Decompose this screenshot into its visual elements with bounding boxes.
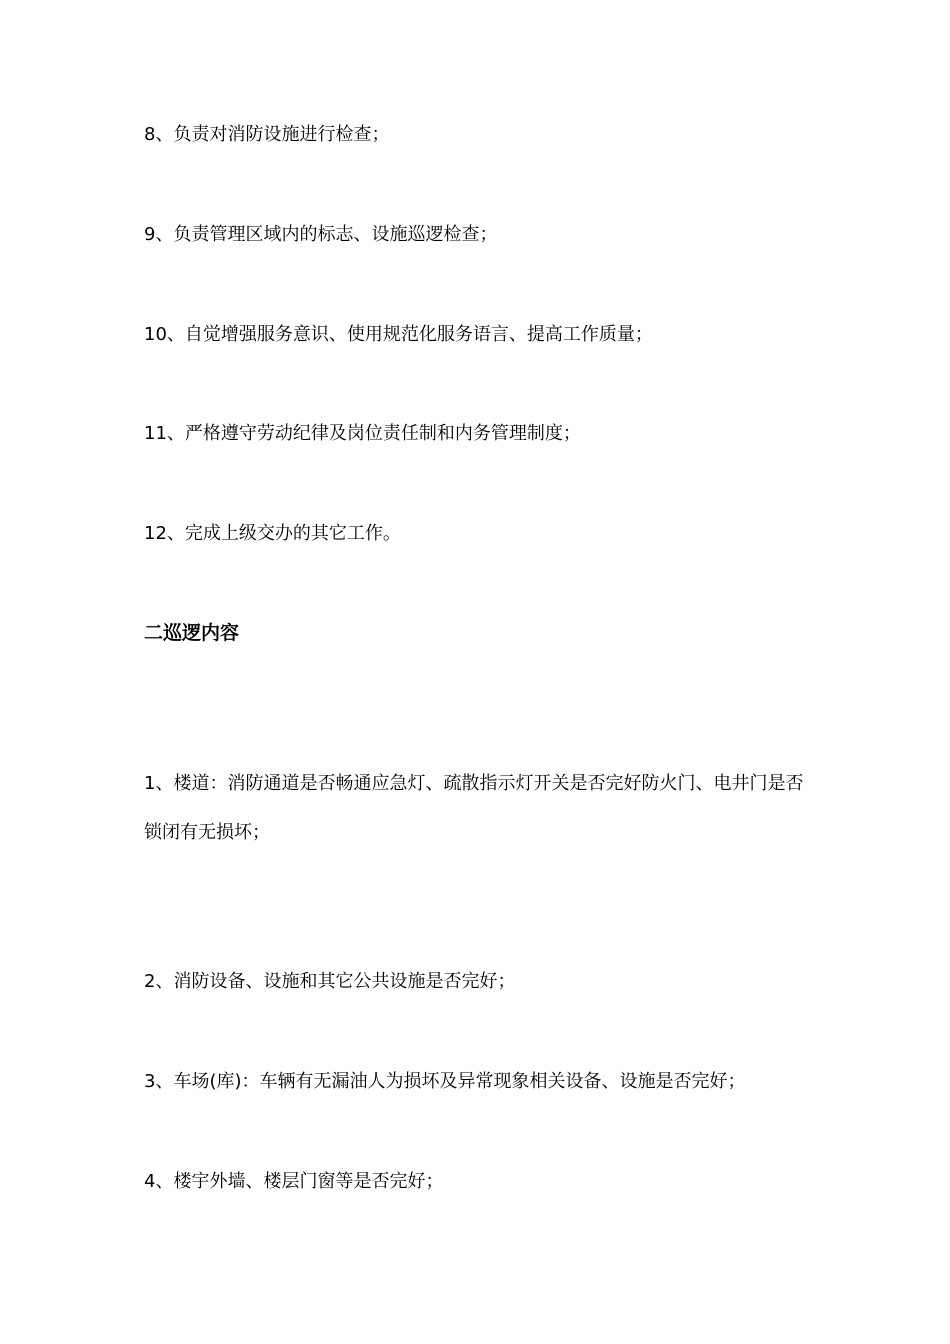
list-item: 8、负责对消防设施进行检查； bbox=[144, 124, 390, 145]
list-item: 11、严格遵守劳动纪律及岗位责任制和内务管理制度； bbox=[144, 423, 581, 444]
list-item: 10、自觉增强服务意识、使用规范化服务语言、提高工作质量； bbox=[144, 324, 653, 345]
list-item: 12、完成上级交办的其它工作。 bbox=[144, 523, 401, 544]
section-heading: 二巡逻内容 bbox=[144, 622, 240, 644]
list-item: 1、楼道：消防通道是否畅通应急灯、疏散指示灯开关是否完好防火门、电井门是否锁闭有无损坏； bbox=[144, 773, 804, 843]
list-item: 4、楼宇外墙、楼层门窗等是否完好； bbox=[144, 1171, 444, 1192]
list-item: 2、消防设备、设施和其它公共设施是否完好； bbox=[144, 971, 516, 992]
list-item: 3、车场(库)：车辆有无漏油人为损坏及异常现象相关设备、设施是否完好； bbox=[144, 1071, 746, 1092]
list-item: 9、负责管理区域内的标志、设施巡逻检查； bbox=[144, 224, 498, 245]
